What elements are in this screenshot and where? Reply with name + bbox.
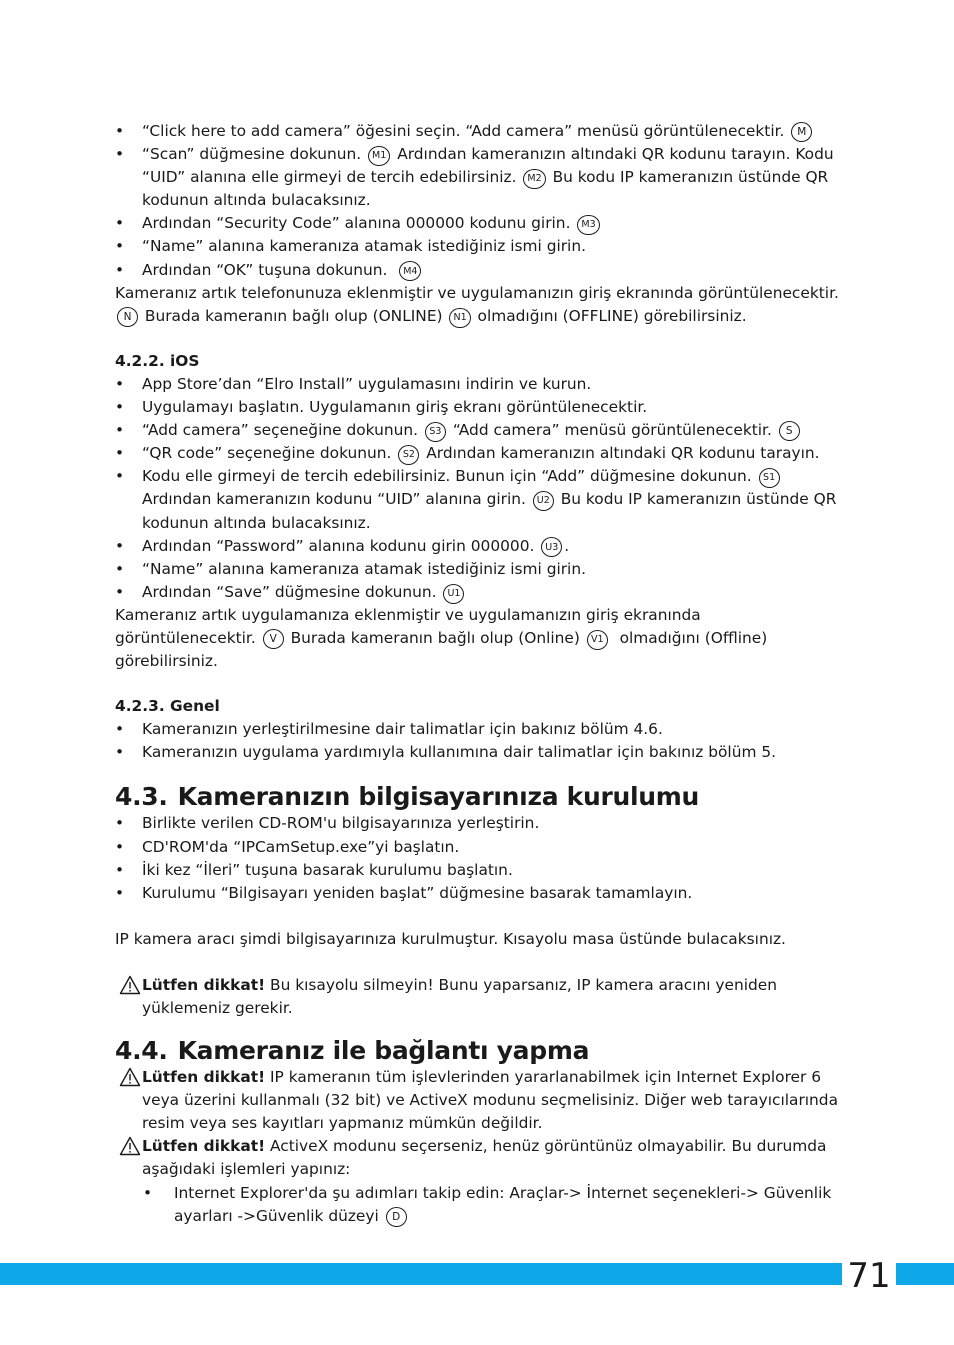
list-item: • “QR code” seçeneğine dokunun. S2 Ardından kameranızın altındaki QR kodunu tarayın. bbox=[115, 442, 845, 465]
ie-steps-list bbox=[143, 1182, 845, 1228]
genel-list bbox=[115, 718, 845, 764]
list-item: • Ardından “Password” alanına kodunu girin 000000. U3 . bbox=[115, 535, 845, 558]
warning-note: Lütfen dikkat! ActiveX modunu seçerseniz, henüz görüntünüz olmayabilir. Bu durumda aşağıdaki işlemleri yapınız: bbox=[115, 1135, 845, 1181]
label-marker: S3 bbox=[425, 422, 446, 442]
list-item: • “Scan” düğmesine dokunun. M1 Ardından kameranızın altındaki QR kodunu tarayın. Kodu “UID” alanına elle girmeyi de tercih edebilirsiniz. M2 Bu kodu IP kameranızın üstünde QR kodunun altında bulacaksınız. bbox=[115, 143, 845, 212]
label-marker: U1 bbox=[443, 584, 464, 604]
genel-heading: 4.2.3. Genel bbox=[115, 697, 220, 716]
list-item: • Kameranızın uygulama yardımıyla kullanımına dair talimatlar için bakınız bölüm 5. bbox=[115, 741, 845, 764]
ios-heading: 4.2.2. iOS bbox=[115, 351, 200, 370]
install-steps-list bbox=[115, 812, 845, 904]
android-summary: Kameranız artık telefonunuza eklenmiştir ve uygulamanızın giriş ekranında görüntülenecektir. N Burada kameranın bağlı olup (ONLINE) N1 olmadığını (OFFLINE) görebilirsiniz. bbox=[115, 282, 845, 328]
ios-summary: Kameranız artık uygulamanıza eklenmiştir ve uygulamanızın giriş ekranında görüntülenecektir. V Burada kameranın bağlı olup (Online) V1 olmadığını (Offline) görebilirsiniz. bbox=[115, 605, 768, 671]
label-marker: M4 bbox=[399, 261, 421, 281]
label-marker: U2 bbox=[533, 491, 554, 511]
list-item: • Kurulumu “Bilgisayarı yeniden başlat” düğmesine basarak tamamlayın. bbox=[115, 882, 845, 905]
list-item: • “Name” alanına kameranıza atamak istediğiniz ismi girin. bbox=[115, 235, 845, 258]
warning-icon bbox=[119, 1136, 141, 1156]
list-item: • Ardından “OK” tuşuna dokunun. M4 bbox=[115, 259, 845, 282]
label-marker: S1 bbox=[759, 468, 780, 488]
list-item: • CD'ROM'da “IPCamSetup.exe”yi başlatın. bbox=[115, 836, 845, 859]
android-steps-list bbox=[115, 120, 845, 282]
label-marker: N bbox=[117, 307, 138, 327]
label-marker: M3 bbox=[577, 215, 599, 235]
list-item: • Ardından “Save” düğmesine dokunun. U1 bbox=[115, 581, 845, 604]
list-item: • İki kez “İleri” tuşuna basarak kurulumu başlatın. bbox=[115, 859, 845, 882]
page-content bbox=[115, 120, 845, 1228]
list-item: • “Name” alanına kameranıza atamak istediğiniz ismi girin. bbox=[115, 558, 845, 581]
label-marker: V1 bbox=[587, 630, 608, 650]
list-item: • Uygulamayı başlatın. Uygulamanın giriş ekranı görüntülenecektir. bbox=[115, 396, 845, 419]
label-marker: M2 bbox=[523, 169, 545, 189]
warning-note: Lütfen dikkat! IP kameranın tüm işlevlerinden yararlanabilmek için Internet Explorer 6 veya üzerini kullanmalı (32 bit) ve ActiveX modunu seçmelisiniz. Diğer web tarayıcılarında resim veya ses kayıtları yapmanız mümkün değildir. bbox=[115, 1066, 845, 1135]
list-item: • Birlikte verilen CD-ROM'u bilgisayarınıza yerleştirin. bbox=[115, 812, 845, 835]
list-item: • Ardından “Security Code” alanına 000000 kodunu girin. M3 bbox=[115, 212, 845, 235]
label-marker: V bbox=[263, 629, 284, 649]
list-item: • Internet Explorer'da şu adımları takip edin: Araçlar-> İnternet seçenekleri-> Güvenlik ayarları ->Güvenlik düzeyi D bbox=[143, 1182, 845, 1228]
footer-bar bbox=[0, 1263, 954, 1285]
warning-icon bbox=[119, 1067, 141, 1087]
install-summary: IP kamera aracı şimdi bilgisayarınıza kurulmuştur. Kısayolu masa üstünde bulacaksınız. bbox=[115, 929, 786, 948]
section-4-4-heading: 4.4. Kameranız ile bağlantı yapma bbox=[115, 1036, 590, 1066]
list-item: • “Click here to add camera” öğesini seçin. “Add camera” menüsü görüntülenecektir. M bbox=[115, 120, 845, 143]
list-item: • App Store’dan “Elro Install” uygulamasını indirin ve kurun. bbox=[115, 373, 845, 396]
page-number: 71 bbox=[838, 1254, 900, 1298]
list-item: • “Add camera” seçeneğine dokunun. S3 “Add camera” menüsü görüntülenecektir. S bbox=[115, 419, 845, 442]
warning-note: Lütfen dikkat! Bu kısayolu silmeyin! Bunu yaparsanız, IP kamera aracını yeniden yüklemeniz gerekir. bbox=[115, 974, 845, 1020]
list-item: • Kameranızın yerleştirilmesine dair talimatlar için bakınız bölüm 4.6. bbox=[115, 718, 845, 741]
label-marker: U3 bbox=[541, 537, 562, 557]
label-marker: S bbox=[779, 421, 800, 441]
label-marker: N1 bbox=[449, 308, 470, 328]
list-item: • Kodu elle girmeyi de tercih edebilirsiniz. Bunun için “Add” düğmesine dokunun. S1 Ardından kameranızın kodunu “UID” alanına girin. U2 Bu kodu IP kameranızın üstünde QR kodunun altında bulacaksınız. bbox=[115, 465, 845, 534]
section-4-3-heading: 4.3. Kameranızın bilgisayarınıza kurulumu bbox=[115, 782, 700, 812]
warning-icon bbox=[119, 975, 141, 995]
ios-steps-list bbox=[115, 373, 845, 604]
label-marker: S2 bbox=[398, 445, 419, 465]
label-marker: M1 bbox=[368, 146, 390, 166]
label-marker: D bbox=[386, 1207, 407, 1227]
label-marker: M bbox=[791, 122, 812, 142]
